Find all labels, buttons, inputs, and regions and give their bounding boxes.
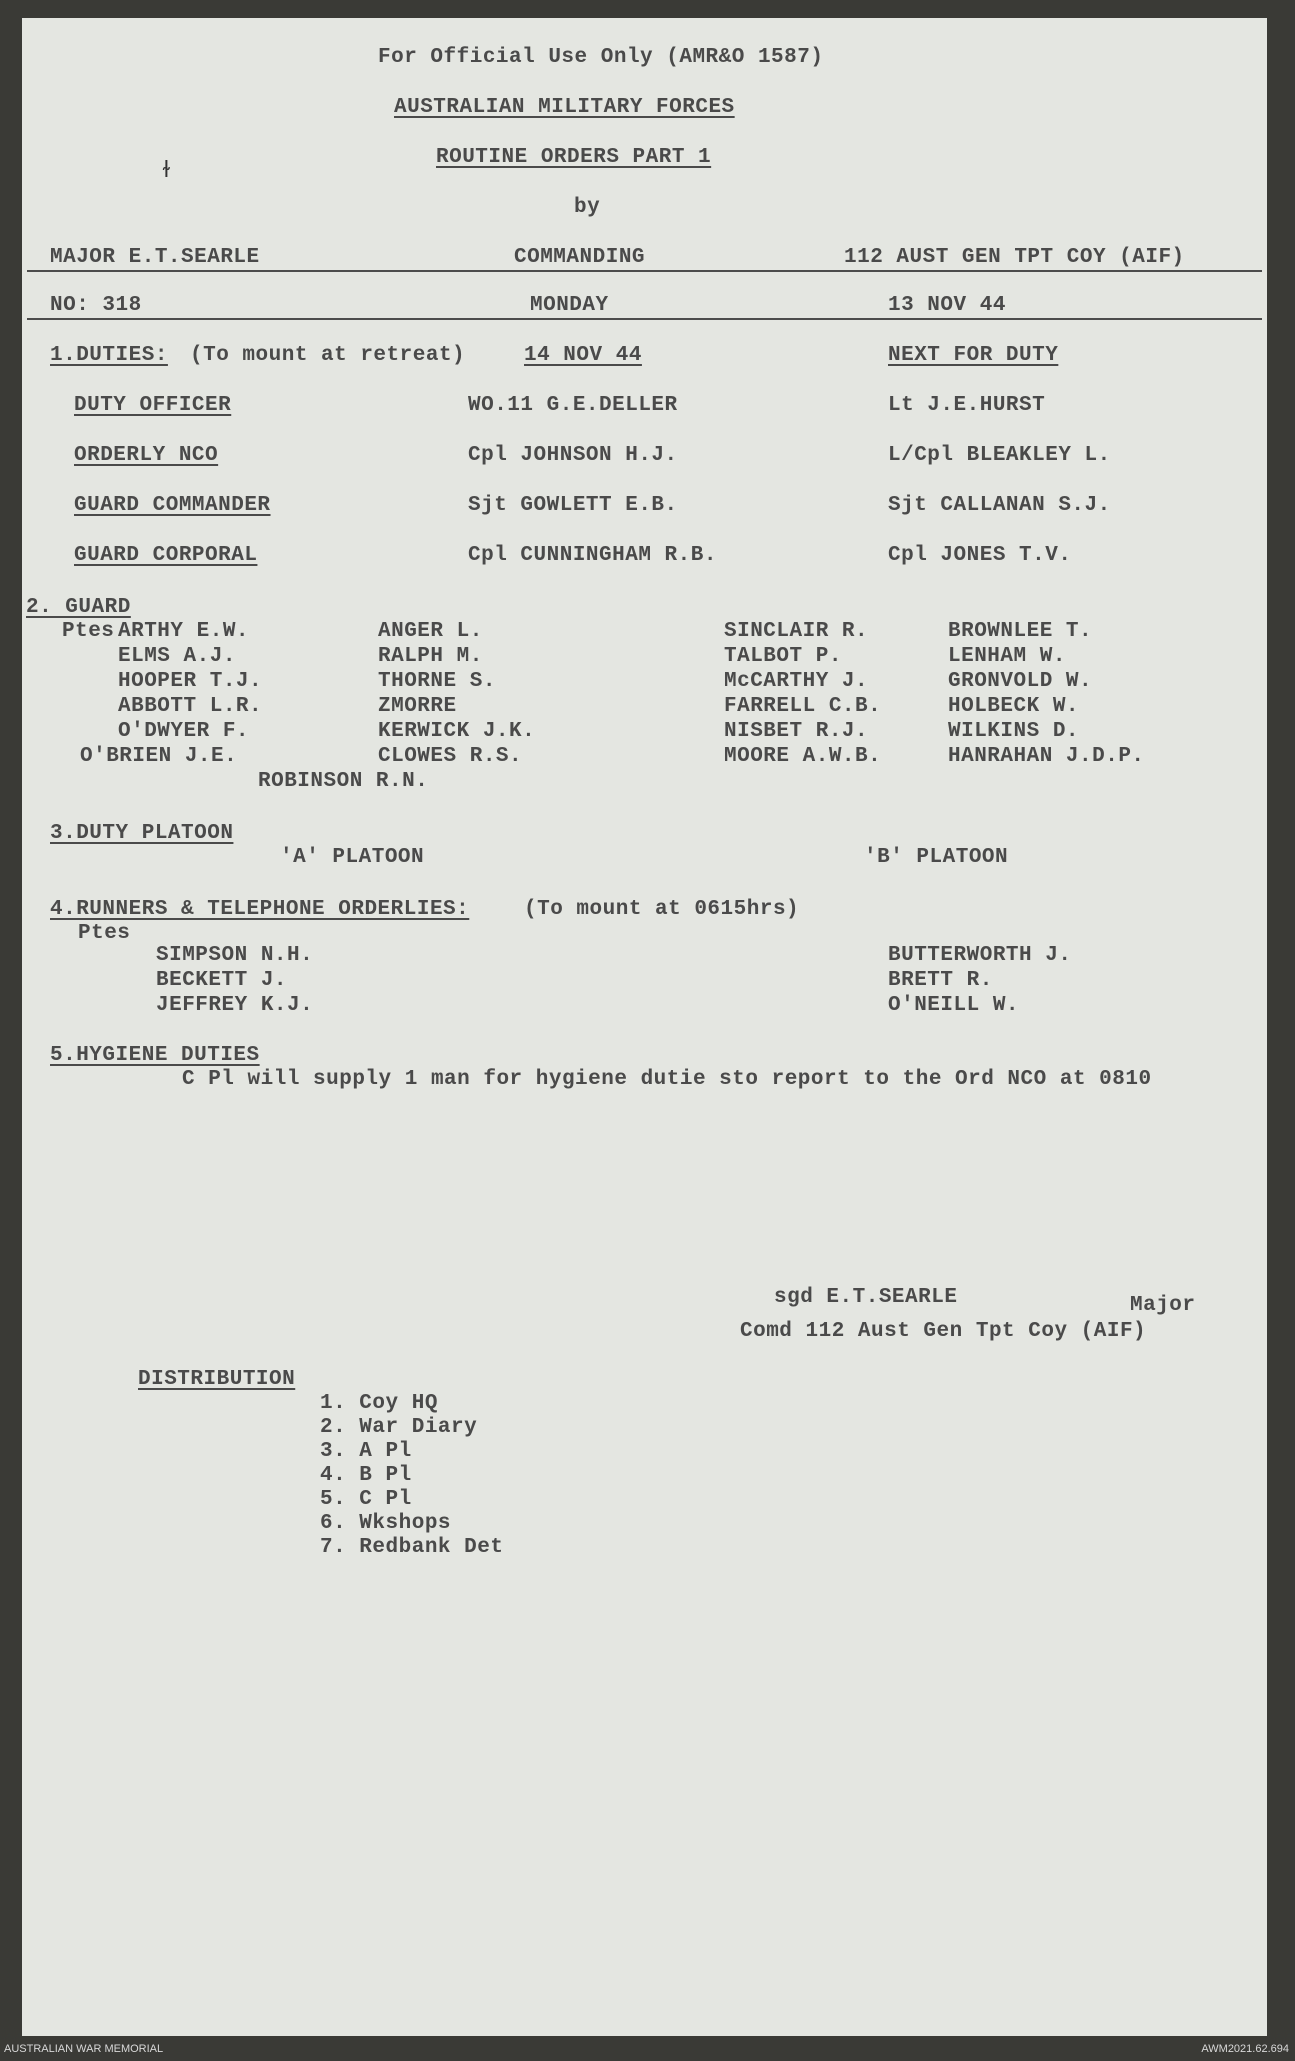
platoon-heading: 3.DUTY PLATOON	[50, 822, 234, 845]
order-date: 13 NOV 44	[888, 294, 1006, 317]
distribution-item: 5. C Pl	[320, 1488, 412, 1511]
signature-rank: Major	[1130, 1294, 1196, 1317]
runners-ptes-label: Ptes	[78, 922, 131, 945]
duties-date: 14 NOV 44	[524, 344, 642, 367]
runner-name: SIMPSON N.H.	[156, 944, 314, 967]
by-line: by	[574, 196, 601, 219]
header-rule-top	[27, 270, 1262, 272]
guard-heading: 2. GUARD	[26, 596, 131, 619]
signature-title: Comd 112 Aust Gen Tpt Coy (AIF)	[740, 1320, 1147, 1343]
duty-next: L/Cpl BLEAKLEY L.	[888, 444, 1111, 467]
guard-name: O'DWYER F.	[118, 720, 250, 743]
guard-name: ARTHY E.W.	[118, 620, 250, 643]
distribution-item: 2. War Diary	[320, 1416, 478, 1439]
platoon-next: 'B' PLATOON	[864, 846, 1009, 869]
guard-name: ABBOTT L.R.	[118, 695, 263, 718]
guard-name: ANGER L.	[378, 620, 483, 643]
guard-name: LENHAM W.	[948, 645, 1066, 668]
orders-heading: ROUTINE ORDERS PART 1	[436, 146, 712, 169]
duty-next: Lt J.E.HURST	[888, 394, 1046, 417]
duty-name: Cpl JOHNSON H.J.	[468, 444, 678, 467]
runner-next-name: O'NEILL W.	[888, 994, 1020, 1017]
guard-ptes-label: Ptes	[62, 620, 115, 643]
duties-mount-time: (To mount at retreat)	[190, 344, 466, 367]
signature-signed: sgd E.T.SEARLE	[774, 1286, 958, 1309]
duties-heading: 1.DUTIES:	[50, 344, 168, 367]
distribution-item: 1. Coy HQ	[320, 1392, 438, 1415]
guard-name: SINCLAIR R.	[724, 620, 869, 643]
unit-name: 112 AUST GEN TPT COY (AIF)	[844, 246, 1185, 269]
runners-mount-time: (To mount at 0615hrs)	[524, 898, 800, 921]
guard-name: FARRELL C.B.	[724, 695, 882, 718]
duty-name: Sjt GOWLETT E.B.	[468, 494, 678, 517]
guard-name: HOLBECK W.	[948, 695, 1080, 718]
footer-source-label: AUSTRALIAN WAR MEMORIAL	[4, 2043, 164, 2055]
next-for-duty-heading: NEXT FOR DUTY	[888, 344, 1059, 367]
guard-name: McCARTHY J.	[724, 670, 869, 693]
guard-name: HOOPER T.J.	[118, 670, 263, 693]
distribution-item: 6. Wkshops	[320, 1512, 452, 1535]
guard-name: O'BRIEN J.E.	[80, 745, 238, 768]
distribution-item: 7. Redbank Det	[320, 1536, 504, 1559]
duty-role: ORDERLY NCO	[74, 444, 219, 467]
guard-name: TALBOT P.	[724, 645, 842, 668]
runners-heading: 4.RUNNERS & TELEPHONE ORDERLIES:	[50, 898, 470, 921]
order-day: MONDAY	[530, 294, 609, 317]
runner-name: BECKETT J.	[156, 969, 288, 992]
duty-next: Sjt CALLANAN S.J.	[888, 494, 1111, 517]
guard-name: WILKINS D.	[948, 720, 1080, 743]
guard-name: KERWICK J.K.	[378, 720, 536, 743]
guard-name: MOORE A.W.B.	[724, 745, 882, 768]
duty-name: Cpl CUNNINGHAM R.B.	[468, 544, 717, 567]
guard-name-extra: ROBINSON R.N.	[258, 770, 429, 793]
runner-next-name: BUTTERWORTH J.	[888, 944, 1072, 967]
guard-name: HANRAHAN J.D.P.	[948, 745, 1145, 768]
duty-role: GUARD COMMANDER	[74, 494, 271, 517]
commanding-label: COMMANDING	[514, 246, 646, 269]
duty-name: WO.11 G.E.DELLER	[468, 394, 678, 417]
distribution-heading: DISTRIBUTION	[138, 1368, 296, 1391]
hygiene-heading: 5.HYGIENE DUTIES	[50, 1044, 260, 1067]
pen-mark: ɫ	[162, 158, 171, 183]
guard-name: CLOWES R.S.	[378, 745, 523, 768]
platoon-current: 'A' PLATOON	[280, 846, 425, 869]
commander-name: MAJOR E.T.SEARLE	[50, 246, 260, 269]
guard-name: ZMORRE	[378, 695, 457, 718]
distribution-item: 4. B Pl	[320, 1464, 412, 1487]
guard-name: RALPH M.	[378, 645, 483, 668]
footer-accession-number: AWM2021.62.694	[1201, 2043, 1289, 2055]
runner-name: JEFFREY K.J.	[156, 994, 314, 1017]
document-page	[22, 18, 1267, 2036]
guard-name: GRONVOLD W.	[948, 670, 1093, 693]
duty-role: DUTY OFFICER	[74, 394, 232, 417]
guard-name: NISBET R.J.	[724, 720, 869, 743]
order-number: NO: 318	[50, 294, 142, 317]
forces-heading: AUSTRALIAN MILITARY FORCES	[394, 96, 735, 119]
guard-name: BROWNLEE T.	[948, 620, 1093, 643]
official-use-line: For Official Use Only (AMR&O 1587)	[378, 46, 824, 69]
guard-name: ELMS A.J.	[118, 645, 236, 668]
header-rule-bottom	[27, 318, 1262, 320]
runner-next-name: BRETT R.	[888, 969, 993, 992]
duty-next: Cpl JONES T.V.	[888, 544, 1072, 567]
distribution-item: 3. A Pl	[320, 1440, 412, 1463]
duty-role: GUARD CORPORAL	[74, 544, 258, 567]
guard-name: THORNE S.	[378, 670, 496, 693]
hygiene-text: C Pl will supply 1 man for hygiene dutie sto report to the Ord NCO at 0810	[182, 1068, 1152, 1091]
